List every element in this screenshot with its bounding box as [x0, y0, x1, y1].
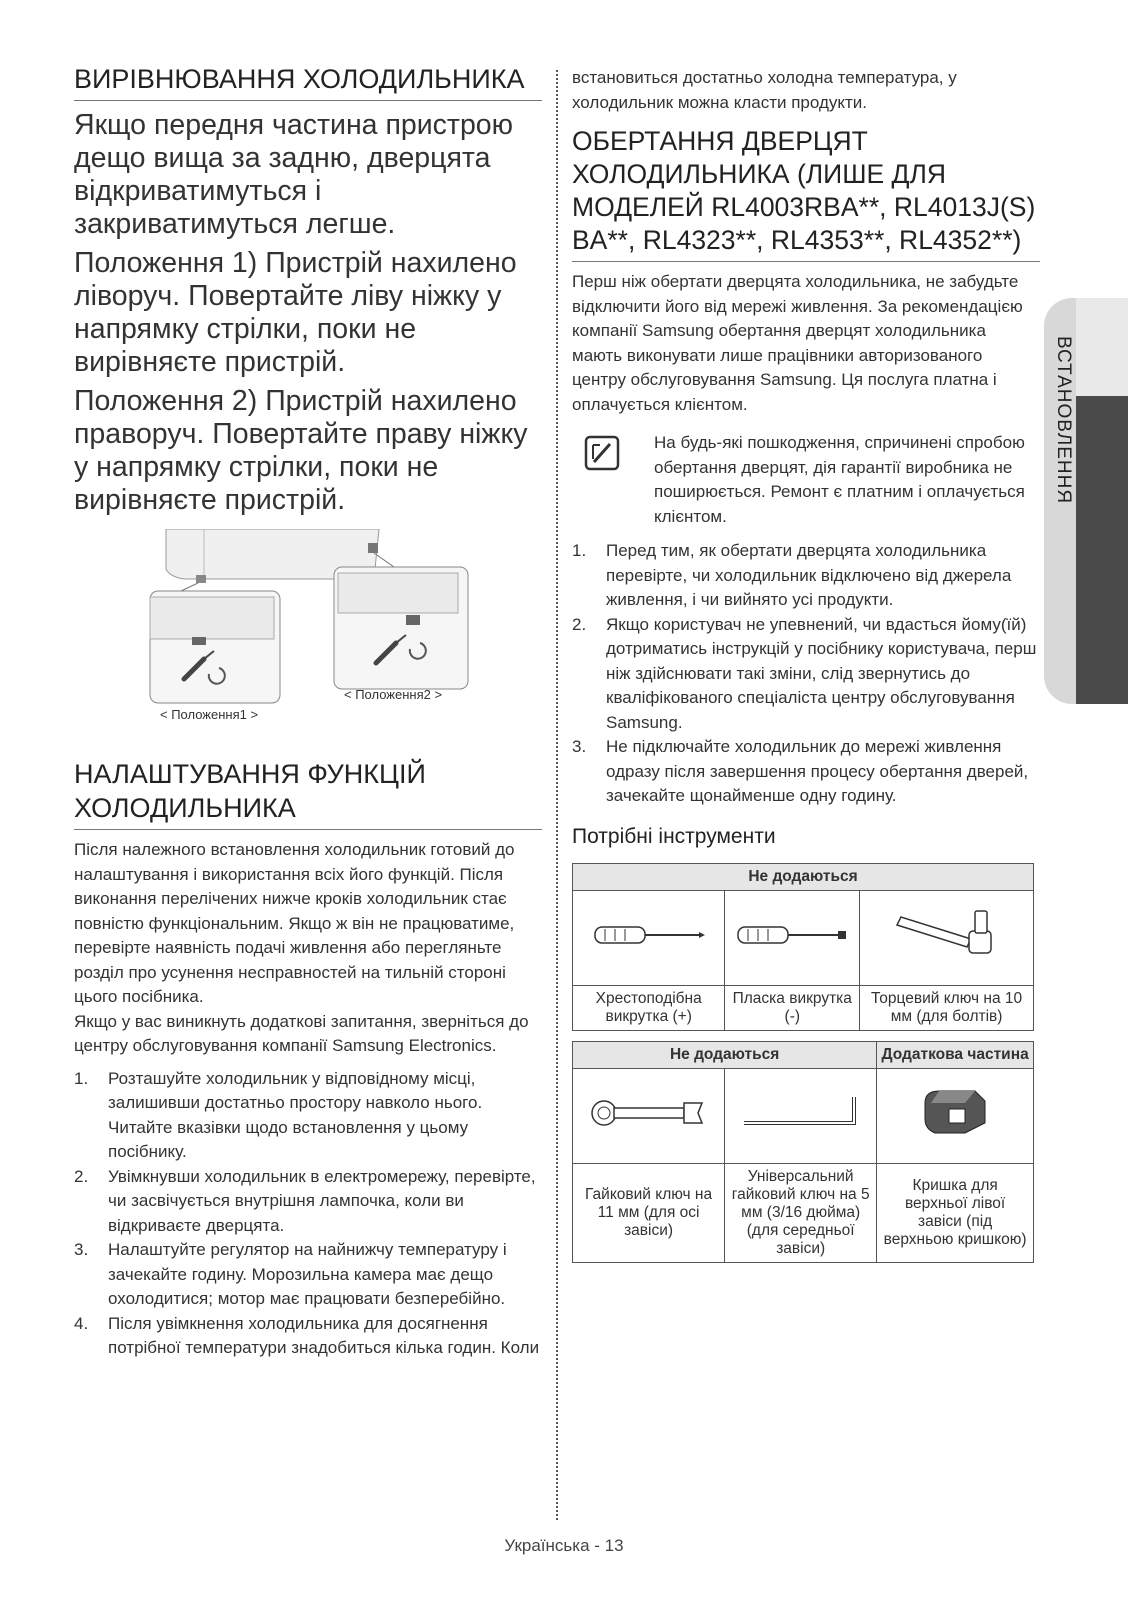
left-column: [74, 62, 542, 1361]
side-tab-bar-top: [1076, 298, 1128, 396]
allen-key-icon: [736, 1093, 866, 1133]
caption-position1: < Положення1 >: [160, 707, 259, 722]
socket-wrench-icon: [887, 905, 1007, 965]
spanner-cell: [573, 1068, 725, 1163]
tools-table-2: [572, 1041, 1034, 1263]
socket-wrench-cell: [860, 890, 1034, 985]
right-column: [572, 66, 1040, 1263]
note-icon: [584, 435, 620, 471]
table2-header-additional: Додаткова частина: [877, 1041, 1034, 1068]
setup-steps: [74, 1067, 542, 1361]
functions-contact: Якщо у вас виникнуть додаткові запитання, зверніться до центру обслуговування компанії Samsung Electronics.: [74, 1011, 529, 1055]
list-item: 1. Перед тим, як обертати дверцята холодильника перевірте, чи холодильник відключено від джерела живлення, і чи вийнято усі продукти.: [572, 541, 1012, 609]
flat-screwdriver-cell: [725, 890, 860, 985]
section-heading-functions-a: НАЛАШТУВАННЯ ФУНКЦІЙ: [74, 759, 426, 789]
spanner-icon: [584, 1093, 714, 1133]
warranty-note: [572, 431, 1040, 529]
phillips-screwdriver-cell: [573, 890, 725, 985]
leveling-intro: Якщо передня частина пристрою дещо вища за задню, дверцята відкриватимуться і закриватимуться легше.: [74, 109, 514, 240]
flat-screwdriver-icon: [732, 920, 852, 950]
leveling-position1: Положення 1) Пристрій нахилено ліворуч. Повертайте ліву ніжку у напрямку стрілки, поки не вирівняєте пристрій.: [74, 247, 517, 378]
hinge-cover-label: Кришка для верхньої лівої завіси (під верхньою кришкою): [877, 1163, 1034, 1262]
tools-heading: Потрібні інструменти: [572, 824, 776, 848]
note-text: На будь-які пошкодження, спричинені спробою обертання дверцят, дія гарантії виробника не поширюється. Ремонт є платним і оплачується клієнтом.: [654, 433, 1025, 526]
heading-rule: [74, 100, 542, 101]
socket-wrench-label: Торцевий ключ на 10 мм (для болтів): [860, 985, 1034, 1030]
phillips-screwdriver-icon: [589, 920, 709, 950]
section-heading-leveling: ВИРІВНЮВАННЯ ХОЛОДИЛЬНИКА: [74, 64, 525, 94]
allen-key-cell: [725, 1068, 877, 1163]
door-reversal-steps: [572, 539, 1040, 809]
hinge-cover-icon: [905, 1083, 1005, 1143]
page-footer: Українська - 13: [504, 1536, 624, 1555]
fridge-feet-illustration: [74, 529, 542, 739]
section-heading-door-reversal: ОБЕРТАННЯ ДВЕРЦЯТ ХОЛОДИЛЬНИКА (ЛИШЕ ДЛЯ МОДЕЛЕЙ RL4003RBA**, RL4013J(S) BA**, RL4323**, RL4353**, RL4352**): [572, 126, 1036, 255]
functions-intro: Після належного встановлення холодильник готовий до налаштування і використання всіх його функцій. Після виконання перелічених нижче кроків холодильник стає повністю функціональним. Якщо ж він не працюватиме, перевірте наявність подачі живлення або перегляньте розділ про усунення несправностей на тильній стороні цього посібника.: [74, 840, 515, 1006]
section-heading-functions-b: ХОЛОДИЛЬНИКА: [74, 793, 296, 823]
side-tab-label: ВСТАНОВЛЕННЯ: [1053, 336, 1074, 505]
caption-position2: < Положення2 >: [344, 687, 443, 702]
list-item: 3. Не підключайте холодильник до мережі живлення одразу після завершення процесу обертання дверей, зачекайте щонайменше одну годину.: [572, 737, 1029, 805]
table1-header: Не додаються: [573, 863, 1034, 890]
continued-text: встановиться достатньо холодна температура, у холодильник можна класти продукти.: [572, 68, 957, 112]
table2-header-not-included: Не додаються: [573, 1041, 877, 1068]
hinge-cover-cell: [877, 1068, 1034, 1163]
spanner-label: Гайковий ключ на 11 мм (для осі завіси): [573, 1163, 725, 1262]
list-item: 2. Увімкнувши холодильник в електромережу, перевірте, чи засвічується внутрішня лампочка, коли ви відкриваєте дверцята.: [74, 1166, 536, 1235]
list-item: 4. Після увімкнення холодильника для досягнення потрібної температури знадобиться кілька годин. Коли: [74, 1313, 540, 1357]
column-divider: [556, 70, 558, 1520]
list-item: 2. Якщо користувач не упевнений, чи вдасться йому(їй) дотриматись інструкцій у посібнику користувача, перш ніж здійснювати такі зміни, слід звернутись до кваліфікованого спеціаліста центру обслуговування Samsung.: [572, 614, 1037, 732]
tools-table-1: [572, 863, 1034, 1031]
leveling-illustration: [74, 529, 542, 739]
list-item: 3. Налаштуйте регулятор на найнижчу температуру і зачекайте годину. Морозильна камера має дещо охолодитися; мотор має працювати безперебійно.: [74, 1240, 507, 1308]
phillips-screwdriver-label: Хрестоподібна викрутка (+): [573, 985, 725, 1030]
heading-rule: [74, 829, 542, 830]
leveling-position2: Положення 2) Пристрій нахилено праворуч. Повертайте праву ніжку у напрямку стрілки, поки не вирівняєте пристрій.: [74, 385, 528, 516]
flat-screwdriver-label: Пласка викрутка (-): [725, 985, 860, 1030]
door-reversal-intro: Перш ніж обертати дверцята холодильника, не забудьте відключити його від мережі живлення. За рекомендацією компанії Samsung обертання дверцят холодильника мають виконувати лише працівники авторизованого центру обслуговування Samsung. Ця послуга платна і оплачується клієнтом.: [572, 272, 1023, 414]
allen-key-label: Універсальний гайковий ключ на 5 мм (3/16 дюйма) (для середньої завіси): [725, 1163, 877, 1262]
list-item: 1. Розташуйте холодильник у відповідному місці, залишивши достатньо простору навколо нього. Читайте вказівки щодо встановлення у цьому посібнику.: [74, 1068, 483, 1161]
heading-rule: [572, 261, 1040, 262]
